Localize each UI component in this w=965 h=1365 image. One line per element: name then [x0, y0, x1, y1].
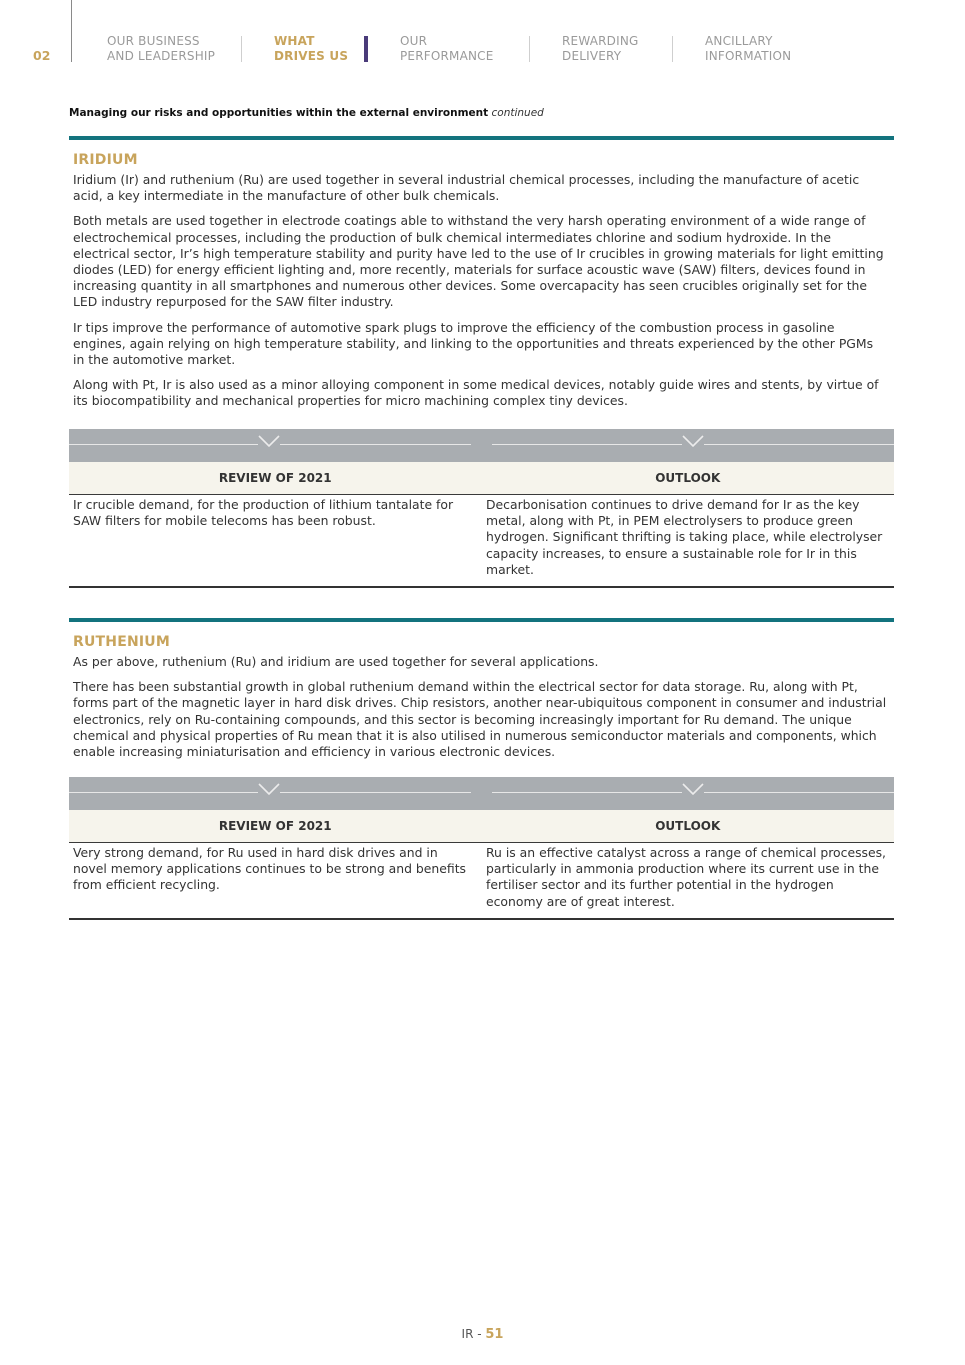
page-footer	[0, 1327, 965, 1342]
table-header-band	[69, 777, 894, 810]
table-column-labels	[69, 462, 894, 495]
header-line	[69, 792, 258, 793]
header-line	[704, 444, 894, 445]
nav-separator	[529, 36, 530, 62]
nav-our-business[interactable]	[107, 34, 215, 64]
chapter-number: 02	[33, 48, 51, 63]
review-cell: Very strong demand, for Ru used in hard disk drives and in novel memory applications continues to be strong and benefits from efficient recycling.	[73, 845, 467, 893]
iridium-section	[69, 136, 894, 410]
table-row	[69, 495, 894, 588]
nav-separator	[241, 36, 242, 62]
nav-separator	[672, 36, 673, 62]
subtitle-continued: continued	[491, 107, 544, 119]
nav-label-line1: REWARDING	[562, 34, 639, 48]
review-cell: Ir crucible demand, for the production of lithium tantalate for SAW filters for mobile telecoms has been robust.	[73, 497, 454, 529]
nav-what-drives-us[interactable]	[274, 34, 348, 64]
section-subtitle	[69, 107, 544, 119]
nav-active-marker	[364, 36, 368, 62]
iridium-paragraph: Along with Pt, Ir is also used as a minor alloying component in some medical devices, notably guide wires and stents, by virtue of its biocompatibility and mechanical properties for micro machining complex tiny devices.	[73, 377, 879, 409]
section-rule	[69, 136, 894, 140]
chevron-down-icon	[258, 435, 280, 447]
header-line	[280, 792, 471, 793]
nav-label-line2: AND LEADERSHIP	[107, 49, 216, 63]
chevron-down-icon	[258, 783, 280, 795]
header-line	[492, 444, 682, 445]
iridium-review-outlook-table	[69, 429, 894, 588]
header-line	[704, 792, 894, 793]
review-column-header: REVIEW OF 2021	[218, 471, 332, 485]
chapter-divider	[71, 0, 72, 62]
outlook-cell: Ru is an effective catalyst across a range of chemical processes, particularly in ammonia production where its current use in the fertiliser sector and its further potential in the hydrogen economy are of great interest.	[486, 845, 886, 909]
nav-label-line2: DELIVERY	[562, 49, 622, 63]
nav-ancillary-information[interactable]	[705, 34, 791, 64]
nav-label-line1: OUR	[400, 34, 428, 48]
nav-label-line2: INFORMATION	[705, 49, 792, 63]
chevron-down-icon	[682, 783, 704, 795]
page-number: 51	[485, 1327, 504, 1342]
ruthenium-review-outlook-table	[69, 777, 894, 920]
table-column-labels	[69, 810, 894, 843]
header-line	[492, 792, 682, 793]
ruthenium-section	[69, 618, 894, 760]
nav-label-line2: PERFORMANCE	[400, 49, 494, 63]
nav-label-line1: OUR BUSINESS	[107, 34, 200, 48]
iridium-heading: IRIDIUM	[73, 152, 138, 168]
chevron-down-icon	[682, 435, 704, 447]
review-column-header: REVIEW OF 2021	[218, 819, 332, 833]
nav-rewarding-delivery[interactable]	[562, 34, 639, 64]
top-navigation	[0, 0, 965, 80]
outlook-column-header: OUTLOOK	[655, 471, 721, 485]
header-line	[69, 444, 258, 445]
nav-our-performance[interactable]	[400, 34, 494, 64]
table-header-band	[69, 429, 894, 462]
outlook-cell: Decarbonisation continues to drive demand for Ir as the key metal, along with Pt, in PEM electrolysers to produce green hydrogen. Significant thrifting is taking place, while electrolyser capacity increases, to ensure a sustainable role for Ir in this market.	[486, 497, 883, 577]
iridium-paragraph: Ir tips improve the performance of automotive spark plugs to improve the efficiency of the combustion process in gasoline engines, again relying on high temperature stability, and linking to the opportunities and threats experienced by the other PGMs in the automotive market.	[73, 319, 874, 368]
iridium-paragraph: Iridium (Ir) and ruthenium (Ru) are used together in several industrial chemical processes, including the manufacture of acetic acid, a key intermediate in the manufacture of other bulk chemicals.	[73, 172, 860, 204]
nav-label-line2: DRIVES US	[274, 49, 349, 63]
subtitle-main: Managing our risks and opportunities within the external environment	[69, 107, 489, 119]
ruthenium-paragraph: As per above, ruthenium (Ru) and iridium are used together for several applications.	[73, 654, 599, 669]
page-prefix: IR -	[461, 1327, 486, 1341]
header-line	[280, 444, 471, 445]
ruthenium-paragraph: There has been substantial growth in global ruthenium demand within the electrical sector for data storage. Ru, along with Pt, forms part of the magnetic layer in hard disk drives. Chip resistors, another near-ubiquitous component in consumer and industrial electronics, rely on Ru-containing compounds, and this sector is becoming increasingly important for Ru demand. The unique chemical and physical properties of Ru mean that it is also utilised in numerous semiconductor materials and components, which enable increasing miniaturisation and efficiency in various electronic devices.	[73, 679, 887, 760]
ruthenium-heading: RUTHENIUM	[73, 634, 171, 650]
outlook-column-header: OUTLOOK	[655, 819, 721, 833]
section-rule	[69, 618, 894, 622]
iridium-paragraph: Both metals are used together in electrode coatings able to withstand the very harsh operating environment of a wide range of electrochemical processes, including the production of bulk chemical intermediates chlorine and sodium hydroxide. In the electrical sector, Ir’s high temperature stability and purity have led to the use of Ir crucibles in growing materials for light emitting diodes (LED) for energy efficient lighting and, more recently, materials for surface acoustic wave (SAW) filters, devices found in increasing quantity in all smartphones and numerous other devices. Some overcapacity has seen crucibles originally set for the LED industry repurposed for the SAW filter industry.	[73, 213, 884, 310]
nav-label-line1: ANCILLARY	[705, 34, 773, 48]
table-row	[69, 843, 894, 920]
nav-label-line1: WHAT	[274, 34, 315, 48]
